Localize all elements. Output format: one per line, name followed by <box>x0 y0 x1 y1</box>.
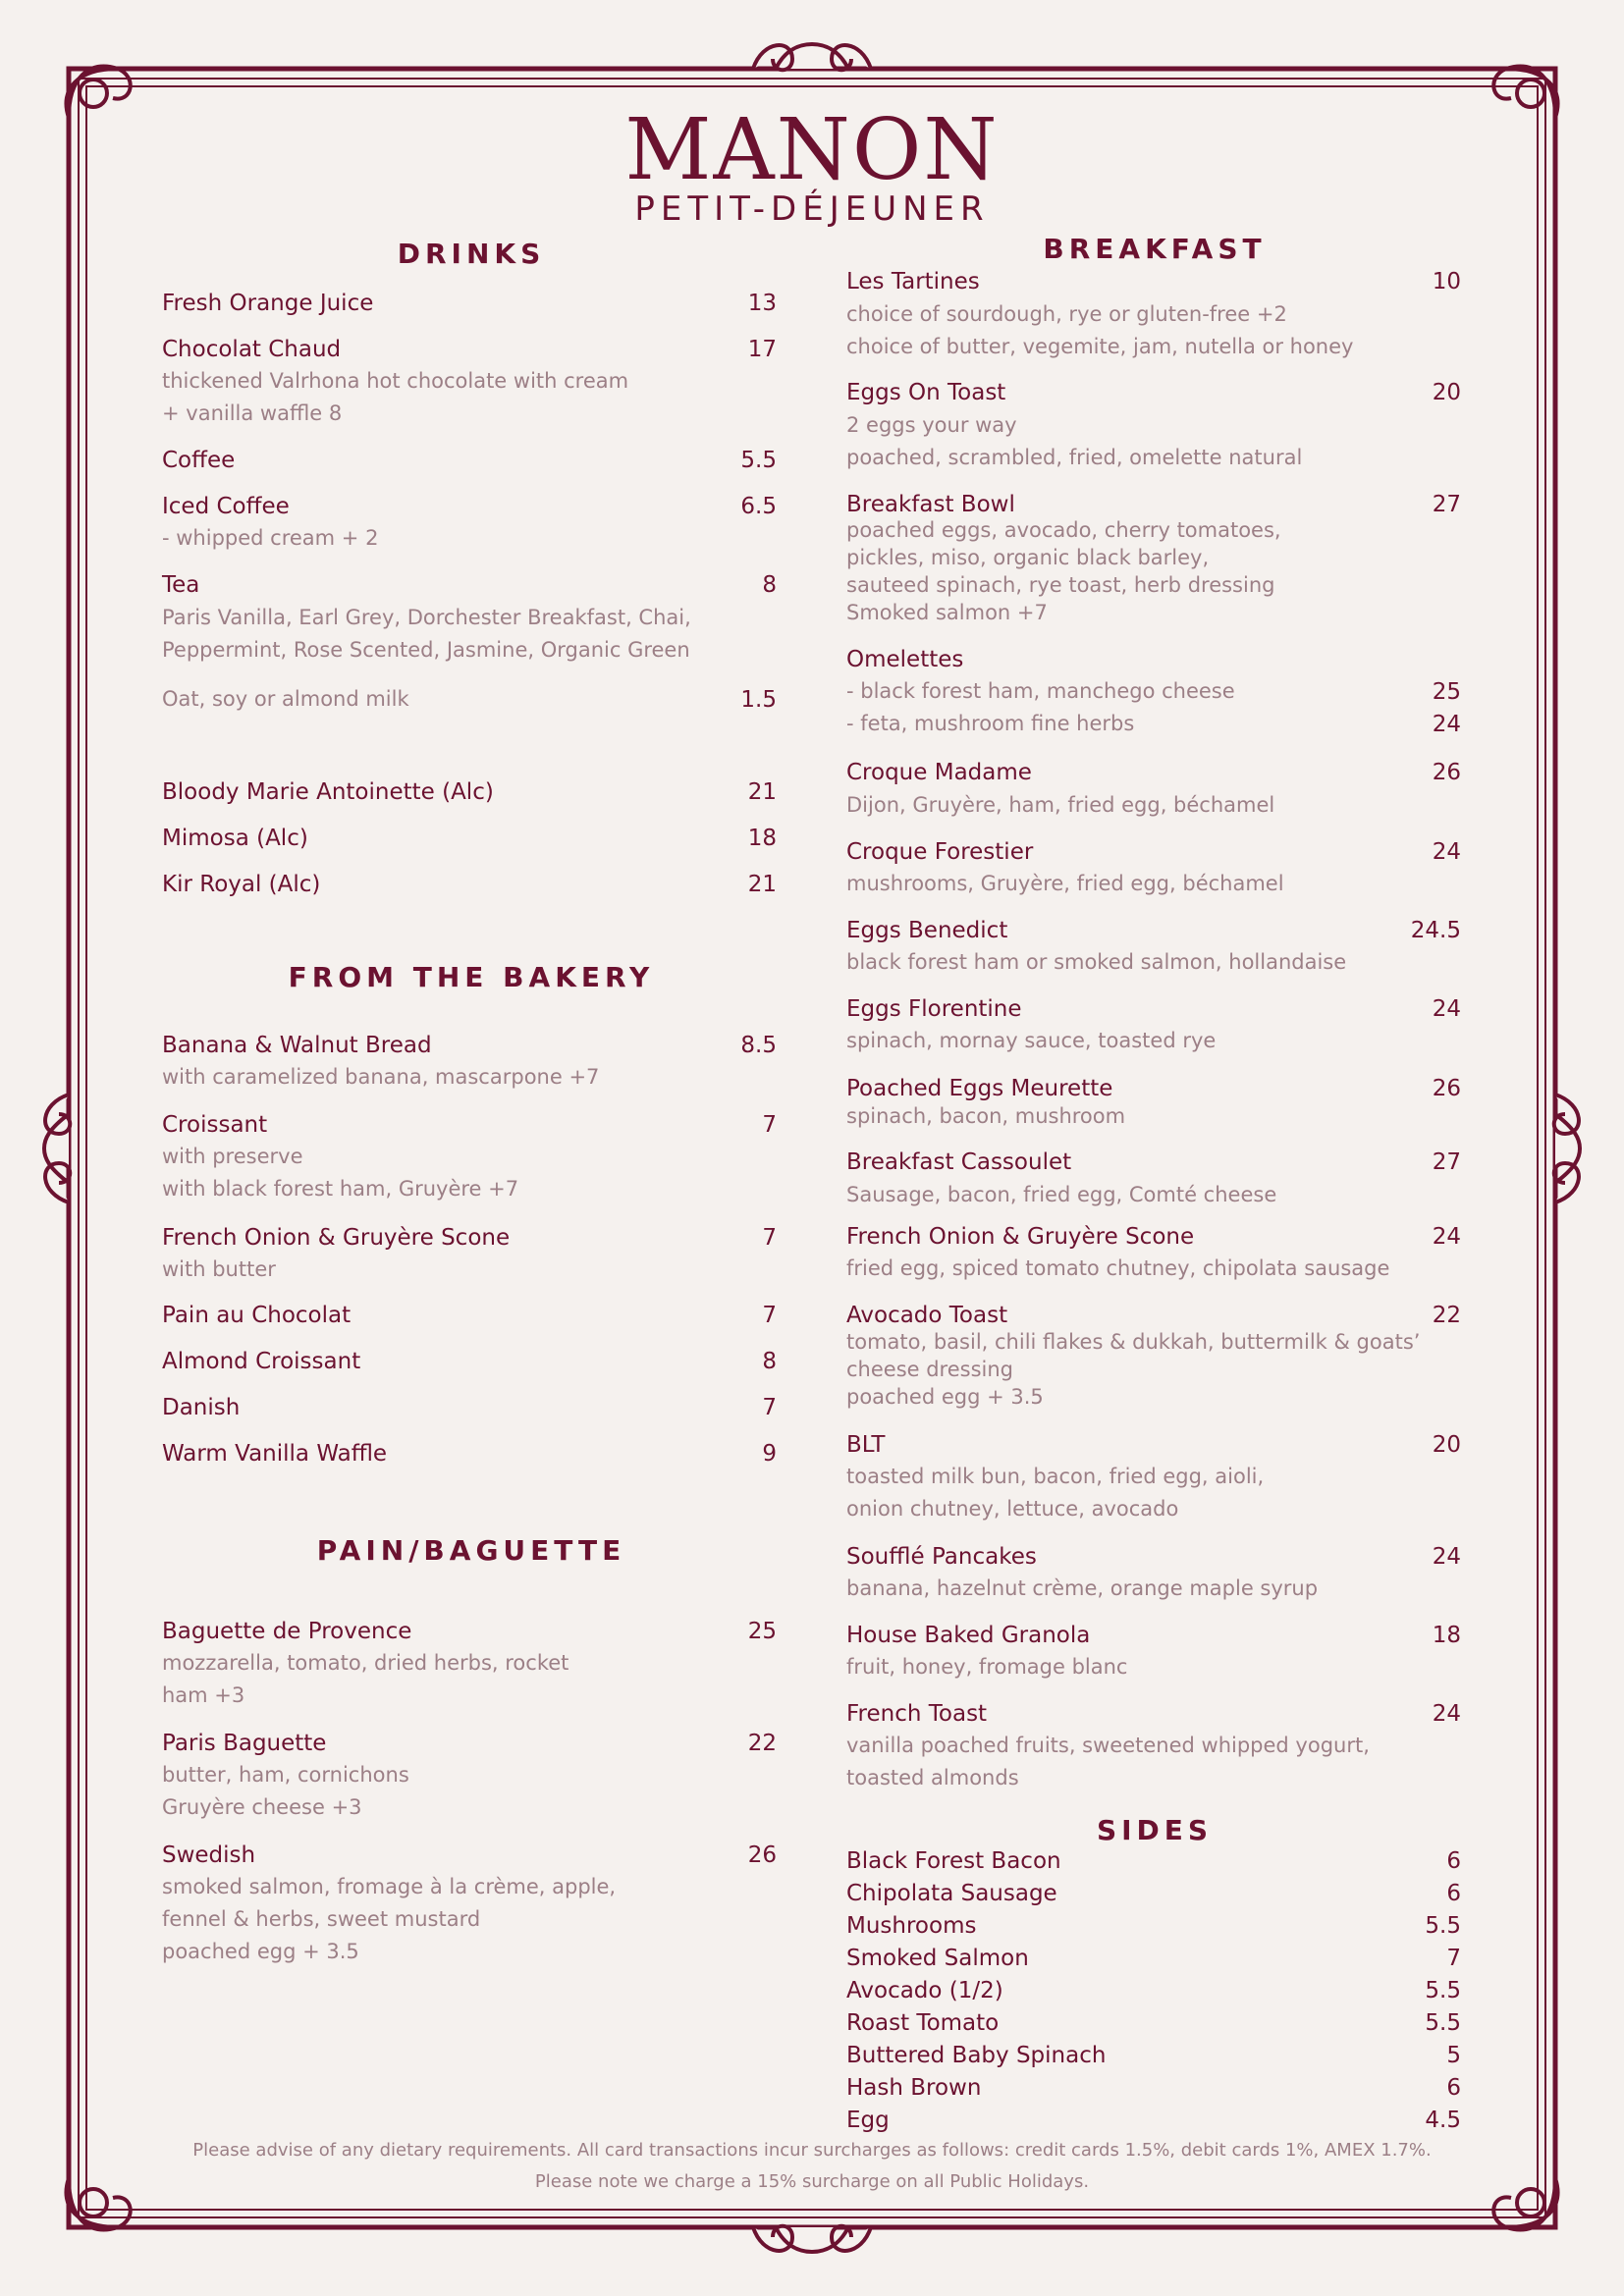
item-description: banana, hazelnut crème, orange maple syrup <box>846 1576 1319 1600</box>
item-price: 5.5 <box>740 448 777 473</box>
item-price: 8 <box>762 572 777 598</box>
item-name: Oat, soy or almond milk <box>162 687 409 711</box>
item-description: thickened Valrhona hot chocolate with cream <box>162 369 629 393</box>
item-name: BLT <box>846 1432 886 1458</box>
item-description: - whipped cream + 2 <box>162 526 379 550</box>
item-description: fruit, honey, fromage blanc <box>846 1655 1128 1679</box>
item-name: Fresh Orange Juice <box>162 291 374 316</box>
item-name: Mimosa (Alc) <box>162 826 308 851</box>
item-name: Warm Vanilla Waffle <box>162 1441 388 1467</box>
footer-note: Please advise of any dietary requirements. All card transactions incur surcharges as follows: credit cards 1.5%, debit cards 1%, AMEX 1.7%. <box>192 2140 1432 2161</box>
item-price: 5.5 <box>1425 2010 1461 2036</box>
item-name: Buttered Baby Spinach <box>846 2043 1107 2068</box>
item-description: toasted almonds <box>846 1766 1019 1789</box>
item-name: Coffee <box>162 448 236 473</box>
item-name: Omelettes <box>846 647 964 672</box>
item-description: butter, ham, cornichons <box>162 1763 409 1787</box>
item-name: French Onion & Gruyère Scone <box>846 1224 1195 1250</box>
item-price: 24.5 <box>1410 918 1461 943</box>
item-price: 18 <box>1432 1623 1461 1648</box>
item-name: Bloody Marie Antoinette (Alc) <box>162 779 494 805</box>
item-name: Croque Forestier <box>846 839 1034 865</box>
menu-subtitle: PETIT-DÉJEUNER <box>634 189 990 229</box>
item-name: Mushrooms <box>846 1913 977 1939</box>
section-title-bakery: FROM THE BAKERY <box>288 961 655 993</box>
menu-item <box>846 2045 1461 2067</box>
item-name: French Onion & Gruyère Scone <box>162 1225 511 1251</box>
item-price: 6 <box>1446 2075 1461 2101</box>
item-description: onion chutney, lettuce, avocado <box>846 1497 1179 1521</box>
baguette-list <box>162 0 777 2296</box>
option-price: 24 <box>1432 712 1461 737</box>
item-name: Chipolata Sausage <box>846 1881 1057 1906</box>
item-description: ham +3 <box>162 1683 245 1707</box>
item-description: mushrooms, Gruyère, fried egg, béchamel <box>846 872 1284 895</box>
item-name: Breakfast Cassoulet <box>846 1149 1072 1175</box>
item-name: House Baked Granola <box>846 1623 1091 1648</box>
item-price: 22 <box>747 1731 777 1756</box>
item-price: 5.5 <box>1425 1913 1461 1939</box>
item-description: Paris Vanilla, Earl Grey, Dorchester Breakfast, Chai, <box>162 606 691 629</box>
item-price: 7 <box>762 1225 777 1251</box>
item-price: 26 <box>747 1842 777 1868</box>
item-price: 13 <box>747 291 777 316</box>
item-name: Croissant <box>162 1112 268 1138</box>
item-description: 2 eggs your way <box>846 413 1017 437</box>
item-price: 24 <box>1432 996 1461 1022</box>
item-price: 27 <box>1432 1149 1461 1175</box>
item-name: Black Forest Bacon <box>846 1848 1061 1874</box>
item-price: 26 <box>1432 760 1461 785</box>
item-price: 4.5 <box>1425 2108 1461 2133</box>
item-price: 6 <box>1446 1848 1461 1874</box>
section-title-breakfast: BREAKFAST <box>1043 233 1267 265</box>
item-description: fennel & herbs, sweet mustard <box>162 1907 481 1931</box>
section-title-drinks: DRINKS <box>397 238 546 270</box>
item-name: Roast Tomato <box>846 2010 1000 2036</box>
item-description: tomato, basil, chili flakes & dukkah, buttermilk & goats’ <box>846 1330 1421 1354</box>
menu-item <box>846 1980 1461 2002</box>
item-description: toasted milk bun, bacon, fried egg, aioli, <box>846 1465 1265 1488</box>
item-price: 6.5 <box>740 494 777 519</box>
menu-item <box>162 1733 777 1755</box>
item-price: 24 <box>1432 839 1461 865</box>
footer-holiday-note: Please note we charge a 15% surcharge on all Public Holidays. <box>534 2171 1090 2192</box>
item-description: pickles, miso, organic black barley, <box>846 546 1210 569</box>
item-description: with butter <box>162 1257 276 1281</box>
item-price: 7 <box>762 1395 777 1420</box>
item-price: 18 <box>747 826 777 851</box>
item-description: poached egg + 3.5 <box>162 1940 359 1963</box>
item-price: 21 <box>747 872 777 897</box>
item-name: Danish <box>162 1395 241 1420</box>
item-price: 6 <box>1446 1881 1461 1906</box>
item-description: with preserve <box>162 1145 303 1168</box>
item-price: 24 <box>1432 1224 1461 1250</box>
menu-item <box>846 1915 1461 1938</box>
item-price: 21 <box>747 779 777 805</box>
option-text: - black forest ham, manchego cheese <box>846 679 1235 703</box>
item-description: Peppermint, Rose Scented, Jasmine, Organic Green <box>162 638 690 662</box>
item-price: 7 <box>762 1112 777 1138</box>
menu-item <box>846 1948 1461 1970</box>
item-price: 20 <box>1432 1432 1461 1458</box>
item-name: Eggs Florentine <box>846 996 1022 1022</box>
item-price: 8.5 <box>740 1033 777 1058</box>
item-description: cheese dressing <box>846 1358 1014 1381</box>
item-name: Smoked Salmon <box>846 1946 1029 1971</box>
item-name: Hash Brown <box>846 2075 982 2101</box>
item-name: Breakfast Bowl <box>846 492 1015 517</box>
menu-item <box>846 2077 1461 2100</box>
option-price: 25 <box>1432 679 1461 705</box>
item-name: Les Tartines <box>846 269 980 294</box>
item-description: poached eggs, avocado, cherry tomatoes, <box>846 518 1281 542</box>
item-price: 25 <box>747 1619 777 1644</box>
item-name: Avocado (1/2) <box>846 1978 1003 2003</box>
menu-item <box>846 2109 1461 2132</box>
item-price: 26 <box>1432 1076 1461 1101</box>
item-description: choice of butter, vegemite, jam, nutella or honey <box>846 335 1354 358</box>
item-name: Chocolat Chaud <box>162 337 342 362</box>
restaurant-name: MANON <box>624 101 1000 199</box>
item-description: spinach, mornay sauce, toasted rye <box>846 1029 1217 1052</box>
item-description: + vanilla waffle 8 <box>162 401 343 425</box>
item-description: Dijon, Gruyère, ham, fried egg, béchamel <box>846 793 1275 817</box>
item-description: spinach, bacon, mushroom <box>846 1104 1126 1128</box>
item-price: 22 <box>1432 1303 1461 1328</box>
menu-item <box>846 1883 1461 1905</box>
item-name: Avocado Toast <box>846 1303 1008 1328</box>
item-description: poached egg + 3.5 <box>846 1385 1044 1409</box>
menu-item <box>846 1850 1461 1873</box>
item-name: Eggs Benedict <box>846 918 1008 943</box>
item-description: choice of sourdough, rye or gluten-free +2 <box>846 302 1287 326</box>
item-price: 20 <box>1432 380 1461 405</box>
item-description: with caramelized banana, mascarpone +7 <box>162 1065 600 1089</box>
item-description: vanilla poached fruits, sweetened whipped yogurt, <box>846 1734 1370 1757</box>
menu-item <box>162 1844 777 1867</box>
item-name: Pain au Chocolat <box>162 1303 352 1328</box>
item-price: 5 <box>1446 2043 1461 2068</box>
menu-item <box>846 2012 1461 2035</box>
item-name: Swedish <box>162 1842 256 1868</box>
item-price: 24 <box>1432 1544 1461 1570</box>
item-name: Banana & Walnut Bread <box>162 1033 432 1058</box>
item-name: Iced Coffee <box>162 494 290 519</box>
item-description: fried egg, spiced tomato chutney, chipolata sausage <box>846 1256 1390 1280</box>
item-name: Paris Baguette <box>162 1731 327 1756</box>
item-price: 24 <box>1432 1701 1461 1727</box>
option-text: - feta, mushroom fine herbs <box>846 712 1135 735</box>
item-price: 1.5 <box>740 687 777 713</box>
item-price: 9 <box>762 1441 777 1467</box>
item-name: Egg <box>846 2108 890 2133</box>
item-description: sauteed spinach, rye toast, herb dressing <box>846 573 1275 597</box>
item-name: Croque Madame <box>846 760 1032 785</box>
item-price: 17 <box>747 337 777 362</box>
item-description: mozzarella, tomato, dried herbs, rocket <box>162 1651 569 1675</box>
item-description: black forest ham or smoked salmon, hollandaise <box>846 950 1347 974</box>
item-name: Kir Royal (Alc) <box>162 872 321 897</box>
item-description: Smoked salmon +7 <box>846 601 1048 624</box>
item-price: 7 <box>1446 1946 1461 1971</box>
item-price: 5.5 <box>1425 1978 1461 2003</box>
item-description: Sausage, bacon, fried egg, Comté cheese <box>846 1183 1277 1206</box>
section-title-baguette: PAIN/BAGUETTE <box>316 1534 626 1567</box>
item-price: 10 <box>1432 269 1461 294</box>
item-description: Gruyère cheese +3 <box>162 1795 362 1819</box>
menu-item <box>162 1621 777 1643</box>
item-description: poached, scrambled, fried, omelette natural <box>846 446 1303 469</box>
item-name: Eggs On Toast <box>846 380 1006 405</box>
item-description: smoked salmon, fromage à la crème, apple, <box>162 1875 617 1898</box>
item-price: 8 <box>762 1349 777 1374</box>
section-title-sides: SIDES <box>1096 1814 1214 1846</box>
item-name: Poached Eggs Meurette <box>846 1076 1113 1101</box>
sides-list <box>846 0 1461 2296</box>
item-name: Baguette de Provence <box>162 1619 412 1644</box>
item-name: French Toast <box>846 1701 988 1727</box>
item-description: with black forest ham, Gruyère +7 <box>162 1177 519 1201</box>
item-name: Soufflé Pancakes <box>846 1544 1037 1570</box>
item-name: Almond Croissant <box>162 1349 361 1374</box>
item-price: 7 <box>762 1303 777 1328</box>
item-price: 27 <box>1432 492 1461 517</box>
item-name: Tea <box>162 572 200 598</box>
